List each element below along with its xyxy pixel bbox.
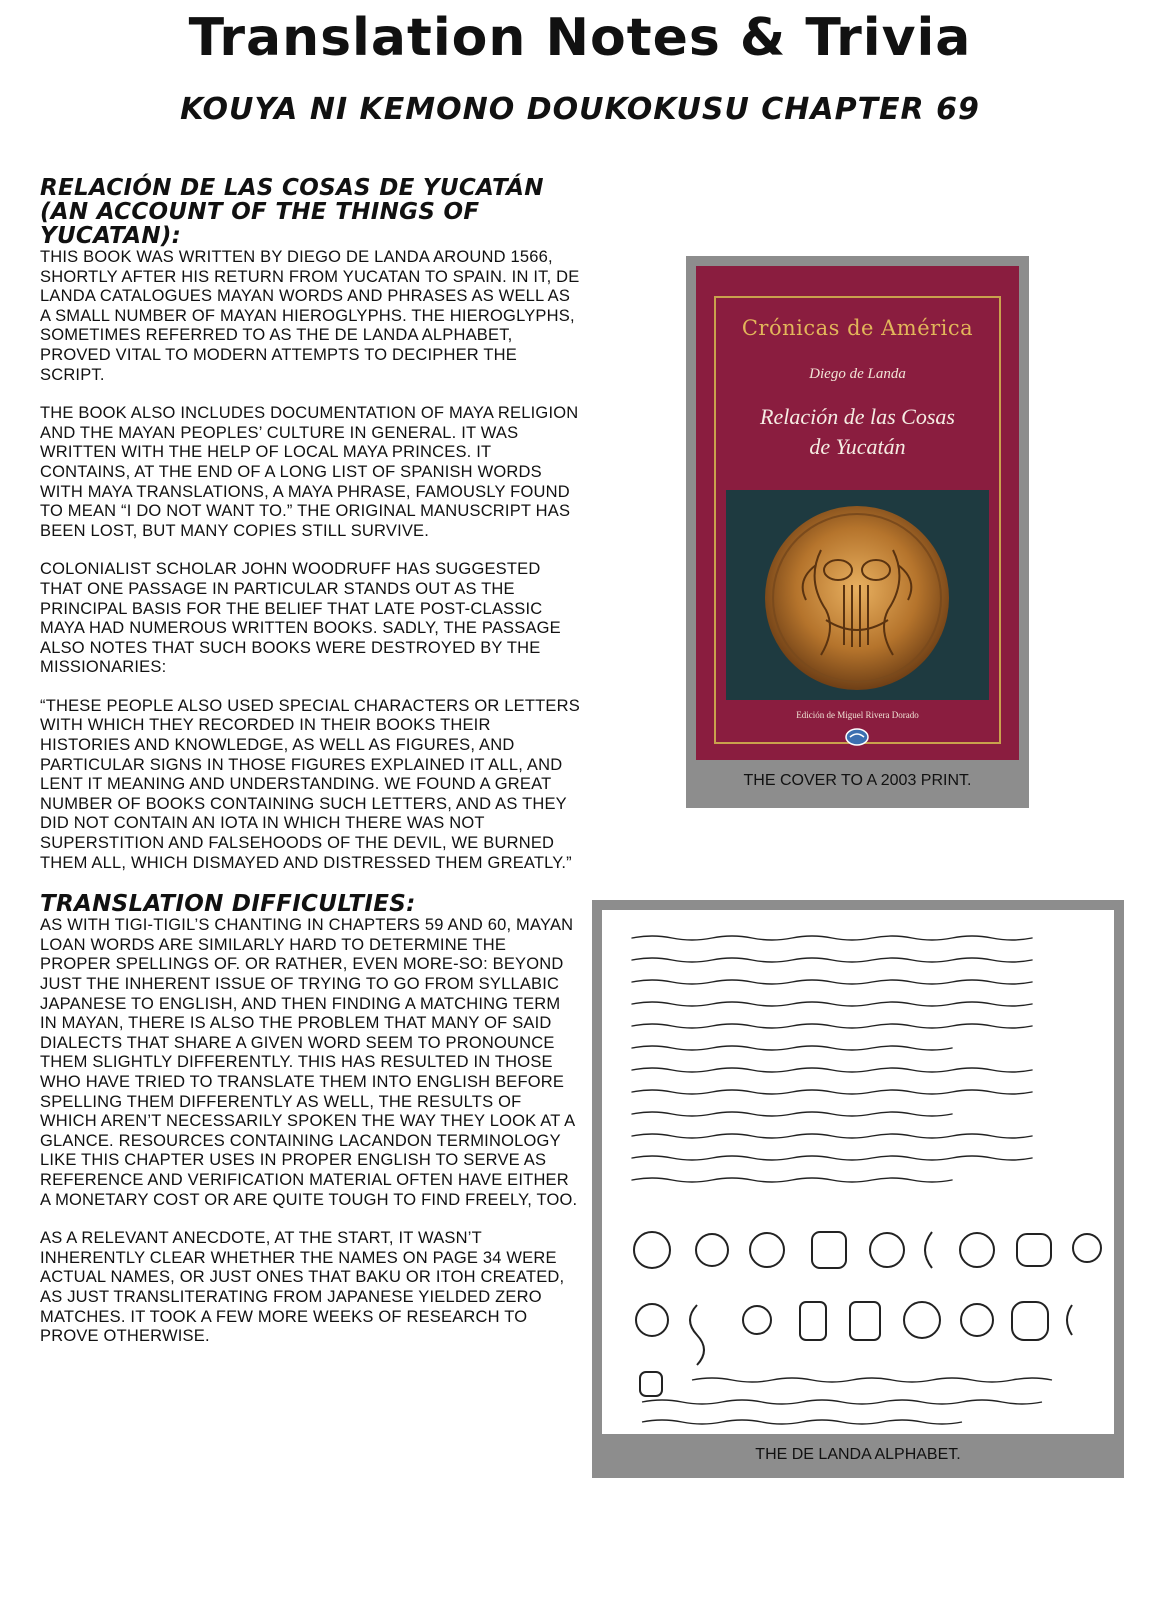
cover-title-line-1: Relación de las Cosas [760, 404, 955, 429]
cover-caption: THE COVER TO A 2003 PRINT. [743, 772, 972, 789]
section-heading-relacion: RELACIÓN DE LAS COSAS DE YUCATÁN (AN ACCOUNT OF THE THINGS OF YUCATAN): [40, 175, 544, 249]
page-title: Translation Notes & Trivia [188, 8, 972, 68]
cover-artwork-panel [726, 490, 989, 700]
cover-title-line-2: de Yucatán [809, 434, 906, 459]
paragraph: THE BOOK ALSO INCLUDES DOCUMENTATION OF MAYA RELIGION AND THE MAYAN PEOPLES’ CULTURE IN GENERAL. IT WAS WRITTEN WITH THE HELP OF LOCAL MAYA PRINCES. IT CONTAINS, AT THE END OF A LONG LIST OF SPANISH WORDS WITH MAYA TRANSLATIONS, A MAYA PHRASE, FAMOUSLY FOUND TO MEAN “I DO NOT WANT TO.” THE ORIGINAL MANUSCRIPT HAS BEEN LOST, BUT MANY COPIES STILL SURVIVE. [40, 404, 579, 540]
book-cover-figure [686, 256, 1029, 808]
manuscript-caption: THE DE LANDA ALPHABET. [755, 1446, 961, 1463]
cover-book-title [716, 402, 999, 462]
book-cover-image [696, 266, 1019, 760]
page-subtitle: KOUYA NI KEMONO DOUKOKUSU CHAPTER 69 [180, 92, 980, 127]
cover-editor-credit: Edición de Miguel Rivera Dorado [796, 710, 919, 720]
cover-author: Diego de Landa [809, 366, 906, 382]
publisher-logo-icon [845, 728, 869, 746]
paragraph: COLONIALIST SCHOLAR JOHN WOODRUFF HAS SUGGESTED THAT ONE PASSAGE IN PARTICULAR STANDS OUT AS THE PRINCIPAL BASIS FOR THE BELIEF THAT LATE POST-CLASSIC MAYA HAD NUMEROUS WRITTEN BOOKS. SADLY, THE PASSAGE ALSO NOTES THAT SUCH BOOKS WERE DESTROYED BY THE MISSIONARIES: [40, 560, 561, 677]
gold-disc-artwork [726, 490, 989, 700]
paragraph: THIS BOOK WAS WRITTEN BY DIEGO DE LANDA AROUND 1566, SHORTLY AFTER HIS RETURN FROM YUCATAN TO SPAIN. IN IT, DE LANDA CATALOGUES MAYAN WORDS AND PHRASES AS WELL AS A SMALL NUMBER OF MAYAN HIEROGLYPHS. THE HIEROGLYPHS, SOMETIMES REFERRED TO AS THE DE LANDA ALPHABET, PROVED VITAL TO MODERN ATTEMPTS TO DECIPHER THE SCRIPT. [40, 248, 580, 384]
paragraph: AS WITH TIGI-TIGIL’S CHANTING IN CHAPTERS 59 AND 60, MAYAN LOAN WORDS ARE SIMILARLY HARD TO DETERMINE THE PROPER SPELLINGS OF. OR RATHER, EVEN MORE-SO: BEYOND JUST THE INHERENT ISSUE OF TRYING TO GO FROM SYLLABIC JAPANESE TO ENGLISH, AND THEN FINDING A MATCHING TERM IN MAYAN, THERE IS ALSO THE PROBLEM THAT MANY OF SAID DIALECTS THAT SHARE A GIVEN WORD SEEM TO PRONOUNCE THEM SLIGHTLY DIFFERENTLY. THIS HAS RESULTED IN THOSE WHO HAVE TRIED TO TRANSLATE THEM INTO ENGLISH BEFORE SPELLING THEM DIFFERENTLY AS WELL, THE RESULTS OF WHICH AREN’T NECESSARILY SPOKEN THE WAY THEY LOOK AT A GLANCE. RESOURCES CONTAINING LACANDON TERMINOLOGY LIKE THIS CHAPTER USES IN PROPER ENGLISH TO SERVE AS REFERENCE AND VERIFICATION MATERIAL OFTEN HAVE EITHER A MONETARY COST OR ARE QUITE TOUGH TO FIND FREELY, TOO. [40, 916, 578, 1209]
handwritten-manuscript-drawing [602, 910, 1114, 1434]
manuscript-image [602, 910, 1114, 1434]
paragraph: AS A RELEVANT ANECDOTE, AT THE START, IT WASN’T INHERENTLY CLEAR WHETHER THE NAMES ON PAGE 34 WERE ACTUAL NAMES, OR JUST ONES THAT BAKU OR ITOH CREATED, AS JUST TRANSLITERATING FROM JAPANESE YIELDED ZERO MATCHES. IT TOOK A FEW MORE WEEKS OF RESEARCH TO PROVE OTHERWISE. [40, 1229, 565, 1346]
quote-paragraph: “THESE PEOPLE ALSO USED SPECIAL CHARACTERS OR LETTERS WITH WHICH THEY RECORDED IN THEIR BOOKS THEIR HISTORIES AND KNOWLEDGE, AS WELL AS FIGURES, AND PARTICULAR SIGNS IN THOSE FIGURES EXPLAINED IT ALL, AND LENT IT MEANING AND UNDERSTANDING. WE FOUND A GREAT NUMBER OF BOOKS CONTAINING SUCH LETTERS, AND AS THEY DID NOT CONTAIN AN IOTA IN WHICH THERE WAS NOT SUPERSTITION AND FALSEHOODS OF THE DEVIL, WE BURNED THEM ALL, WHICH DISMAYED AND DISTRESSED THEM GREATLY.” [40, 696, 580, 872]
section-heading-translation-difficulties: TRANSLATION DIFFICULTIES: [40, 891, 416, 918]
cover-series-title: Crónicas de América [741, 316, 974, 340]
notes-column [40, 176, 580, 1366]
manuscript-figure [592, 900, 1124, 1478]
